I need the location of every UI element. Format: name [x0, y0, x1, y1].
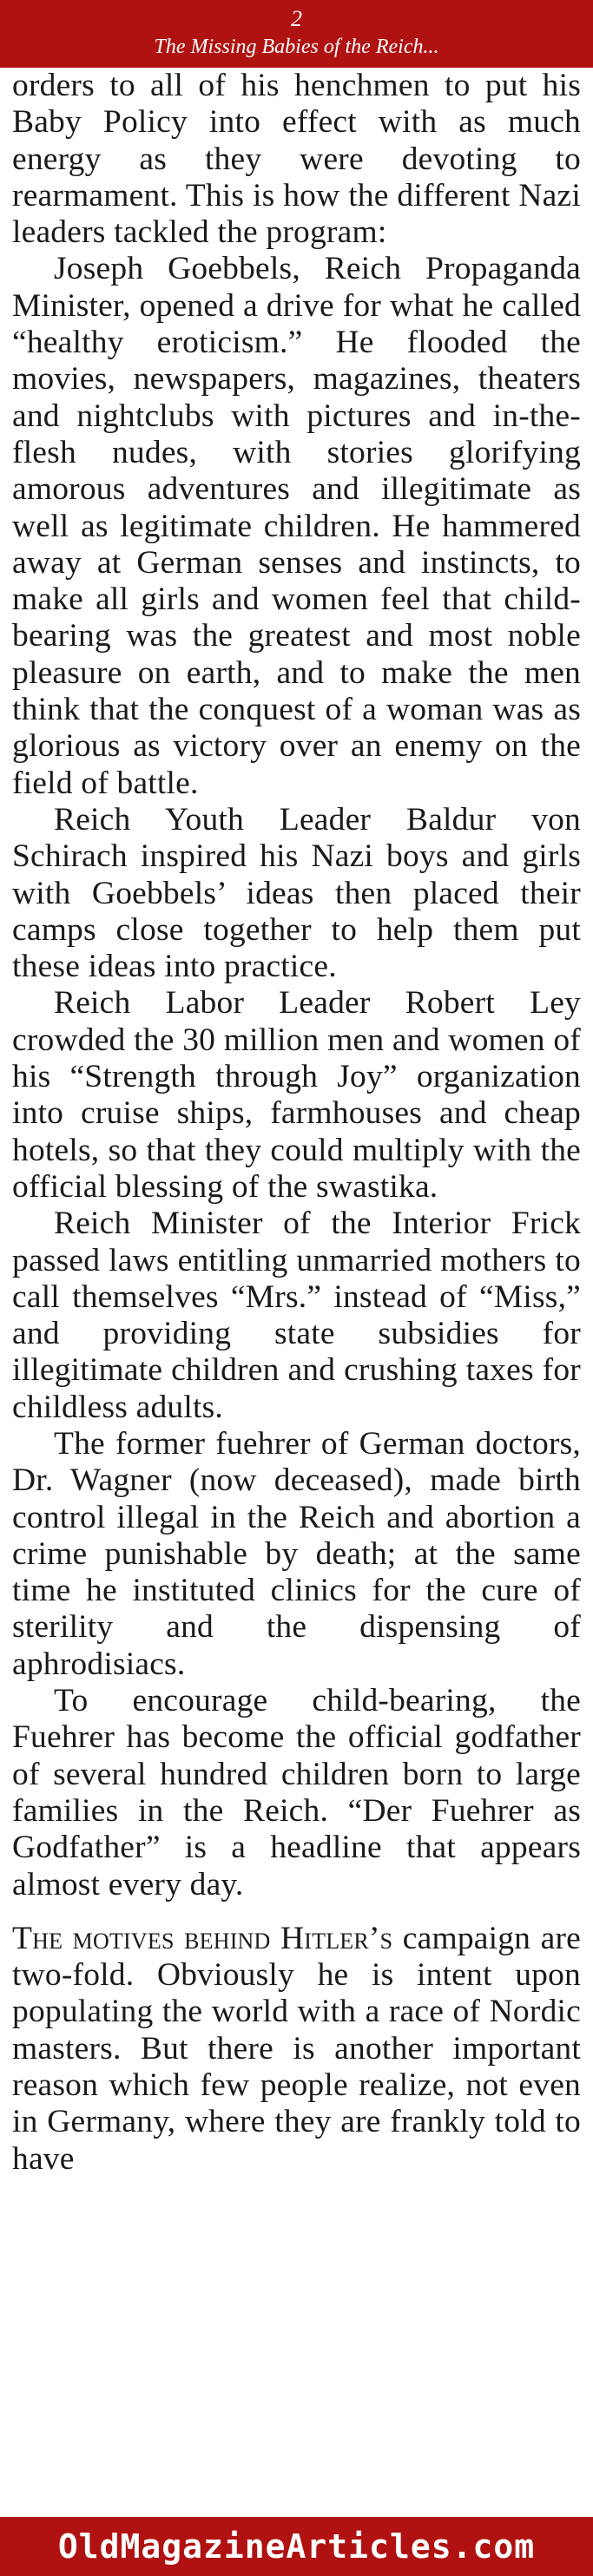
article-paragraph: orders to all of his henchmen to put his Baby Policy into effect with as much energy as they were devoting to rearmament. This is how the different Nazi leaders tackled the program:: [12, 68, 581, 251]
article-paragraph: The former fuehrer of German doctors, Dr. Wagner (now deceased), made birth control illegal in the Reich and abortion a crime punishable by death; at the same time he instituted clinics for the cure of sterility and the dispensing of aphrodisiacs.: [12, 1425, 581, 1682]
article-paragraph: Reich Labor Leader Robert Ley crowded the 30 million men and women of his “Strength through Joy” organization into cruise ships, farmhouses and cheap hotels, so that they could multiply with the official blessing of the swastika.: [12, 985, 581, 1205]
article-body: [12, 68, 581, 2507]
article-paragraph: Joseph Goebbels, Reich Propaganda Minister, opened a drive for what he called “healthy eroticism.” He flooded the movies, newspapers, magazines, theaters and nightclubs with pictures and in-the-flesh nudes, with stories glorifying amorous adventures and illegitimate as well as legitimate children. He hammered away at German senses and instincts, to make all girls and women feel that child-bearing was the greatest and most noble pleasure on earth, and to make the men think that the conquest of a woman was as glorious as victory over an enemy on the field of battle.: [12, 251, 581, 801]
page-header: [0, 0, 593, 68]
article-paragraph: Reich Minister of the Interior Frick passed laws entitling unmarried mothers to call themselves “Mrs.” instead of “Miss,” and providing state subsidies for illegitimate children and crushing taxes for childless adults.: [12, 1206, 581, 1425]
running-title: The Missing Babies of the Reich...: [154, 36, 439, 58]
article-paragraph: To encourage child-bearing, the Fuehrer has become the official godfather of several hundred children born to large families in the Reich. “Der Fuehrer as Godfather” is a headline that appears almost every day.: [12, 1683, 581, 1902]
section-text: campaign are two-fold. Obviously he is intent upon populating the world with a race of Nordic masters. But there is another important reason which few people realize, not even in Germany, where they are frankly told to have: [12, 1920, 581, 2177]
site-footer[interactable]: [0, 2517, 593, 2576]
article-paragraph-section-start: [12, 1921, 581, 2178]
page-number: 2: [291, 6, 302, 31]
section-lead-in: The motives behind Hitler’s: [12, 1920, 393, 1956]
site-name-link[interactable]: OldMagazineArticles.com: [57, 2527, 536, 2566]
article-paragraph: Reich Youth Leader Baldur von Schirach inspired his Nazi boys and girls with Goebbels’ ideas then placed their camps close together to help them put these ideas into practice.: [12, 801, 581, 985]
